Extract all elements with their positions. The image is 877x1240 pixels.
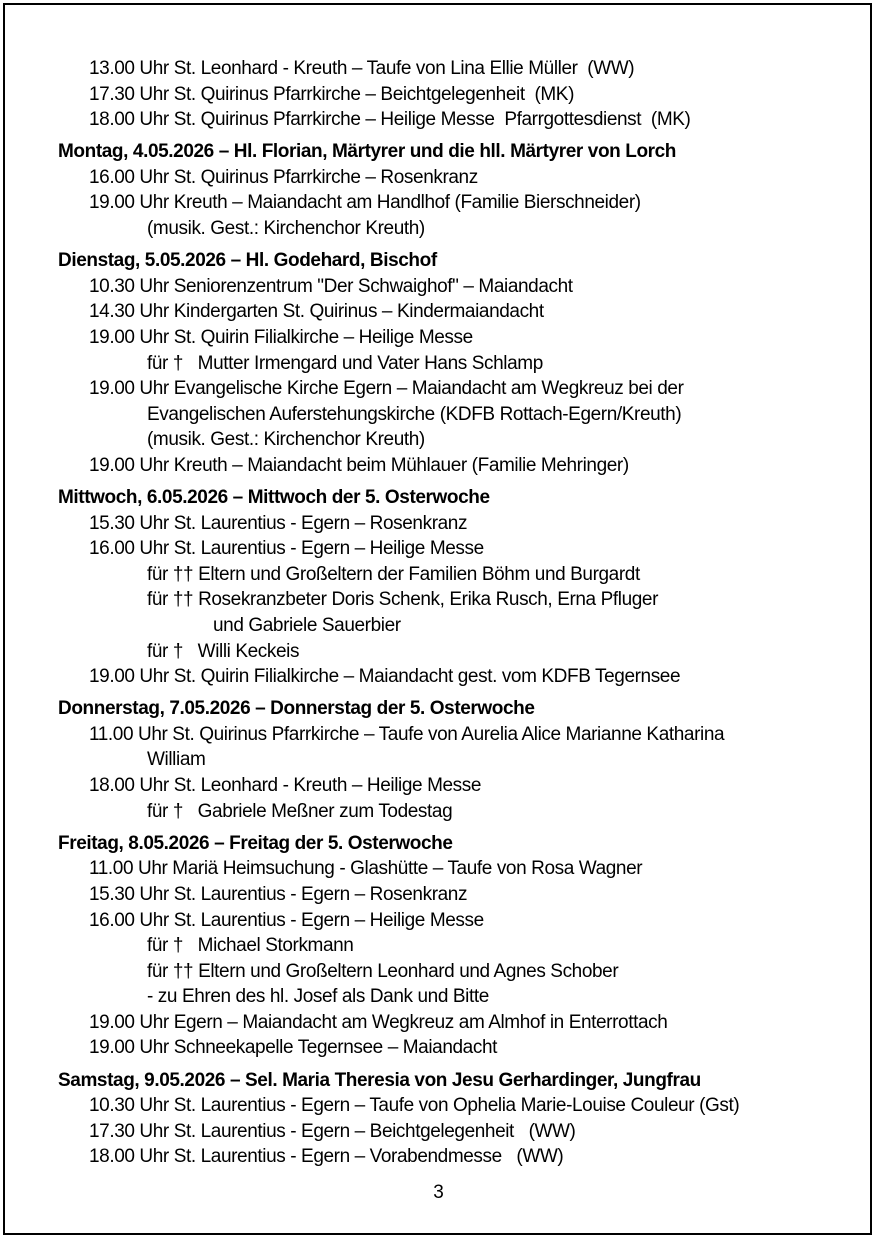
day-heading-dienstag: Dienstag, 5.05.2026 – Hl. Godehard, Bischof [58,250,437,272]
event-line: 10.30 Uhr St. Laurentius - Egern – Taufe von Ophelia Marie-Louise Couleur (Gst) [89,1095,740,1117]
intention-line: für † Mutter Irmengard und Vater Hans Schlamp [147,352,543,374]
event-line: 18.00 Uhr St. Leonhard - Kreuth – Heilige Messe [89,775,482,797]
page-number: 3 [433,1181,444,1203]
event-line: 13.00 Uhr St. Leonhard - Kreuth – Taufe von Lina Ellie Müller (WW) [89,58,635,79]
schedule-content [0,56,877,1206]
intention-line: für †† Rosekranzbeter Doris Schenk, Erika Rusch, Erna Pfluger [147,589,659,611]
event-line: 14.30 Uhr Kindergarten St. Quirinus – Kindermaiandacht [89,301,544,323]
continuation-line: William [147,749,206,771]
intention-line: für †† Eltern und Großeltern der Familien Böhm und Burgardt [147,563,640,585]
event-line: 17.30 Uhr St. Quirinus Pfarrkirche – Beichtgelegenheit (MK) [89,83,575,105]
event-line: 18.00 Uhr St. Laurentius - Egern – Vorabendmesse (WW) [89,1146,564,1168]
event-line: 19.00 Uhr Schneekapelle Tegernsee – Maiandacht [89,1037,497,1059]
intention-line: für † Gabriele Meßner zum Todestag [147,800,453,822]
event-line: 15.30 Uhr St. Laurentius - Egern – Rosenkranz [89,512,468,534]
event-line: 19.00 Uhr Kreuth – Maiandacht am Handlhof (Familie Bierschneider) [89,192,641,214]
event-line: 11.00 Uhr Mariä Heimsuchung - Glashütte – Taufe von Rosa Wagner [89,858,643,880]
continuation-line: Evangelischen Auferstehungskirche (KDFB Rottach-Egern/Kreuth) [147,403,682,425]
event-line: 19.00 Uhr Egern – Maiandacht am Wegkreuz am Almhof in Enterrottach [89,1011,668,1033]
continuation-line: (musik. Gest.: Kirchenchor Kreuth) [147,218,425,240]
day-heading-donnerstag: Donnerstag, 7.05.2026 – Donnerstag der 5. Osterwoche [58,698,535,720]
intention-line: - zu Ehren des hl. Josef als Dank und Bitte [147,986,489,1008]
event-line: 17.30 Uhr St. Laurentius - Egern – Beichtgelegenheit (WW) [89,1120,576,1142]
intention-line: für † Willi Keckeis [147,640,300,662]
event-line: 15.30 Uhr St. Laurentius - Egern – Rosenkranz [89,883,468,905]
day-heading-mittwoch: Mittwoch, 6.05.2026 – Mittwoch der 5. Osterwoche [58,487,490,508]
event-line: 16.00 Uhr St. Quirinus Pfarrkirche – Rosenkranz [89,166,478,188]
intention-line: für † Michael Storkmann [147,935,354,957]
event-line: 19.00 Uhr Kreuth – Maiandacht beim Mühlauer (Familie Mehringer) [89,454,629,476]
event-line: 16.00 Uhr St. Laurentius - Egern – Heilige Messe [89,909,484,931]
event-line: 19.00 Uhr St. Quirin Filialkirche – Maiandacht gest. vom KDFB Tegernsee [89,666,681,688]
event-line: 19.00 Uhr St. Quirin Filialkirche – Heilige Messe [89,326,473,348]
event-line: 18.00 Uhr St. Quirinus Pfarrkirche – Heilige Messe Pfarrgottesdienst (MK) [89,109,691,131]
intention-line: für †† Eltern und Großeltern Leonhard und Agnes Schober [147,960,619,982]
event-line: 16.00 Uhr St. Laurentius - Egern – Heilige Messe [89,538,484,560]
day-heading-samstag: Samstag, 9.05.2026 – Sel. Maria Theresia von Jesu Gerhardinger, Jungfrau [58,1069,701,1091]
continuation-line: und Gabriele Sauerbier [213,614,401,636]
event-line: 19.00 Uhr Evangelische Kirche Egern – Maiandacht am Wegkreuz bei der [89,378,684,400]
continuation-line: (musik. Gest.: Kirchenchor Kreuth) [147,429,425,451]
day-heading-montag: Montag, 4.05.2026 – Hl. Florian, Märtyrer und die hll. Märtyrer von Lorch [58,141,677,163]
event-line: 10.30 Uhr Seniorenzentrum "Der Schwaighof" – Maiandacht [89,275,573,297]
event-line: 11.00 Uhr St. Quirinus Pfarrkirche – Taufe von Aurelia Alice Marianne Katharina [89,723,725,745]
day-heading-freitag: Freitag, 8.05.2026 – Freitag der 5. Osterwoche [58,832,453,854]
